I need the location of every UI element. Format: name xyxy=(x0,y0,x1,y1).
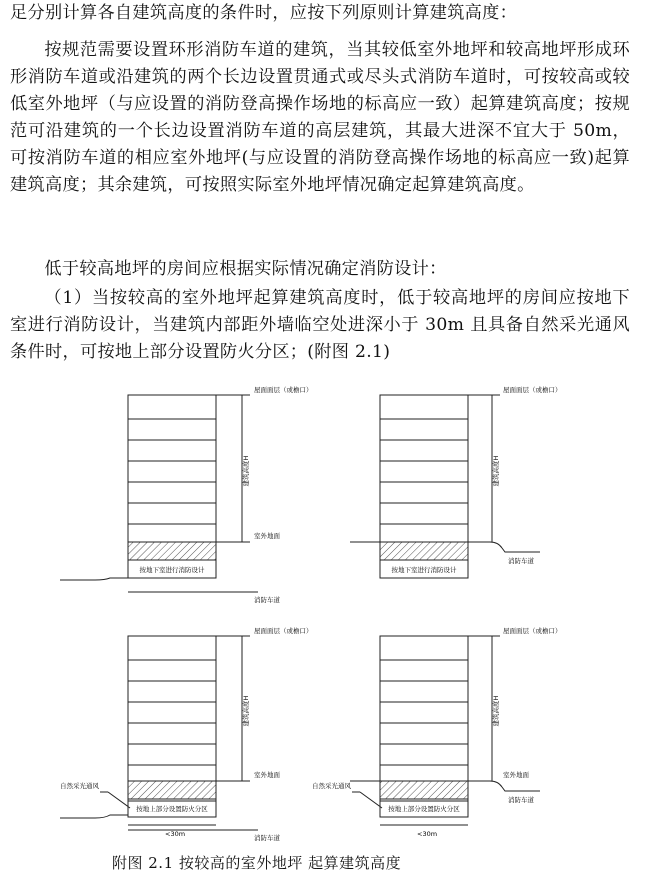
height-label: 建筑高度H xyxy=(242,695,250,727)
fire-road-label: 消防车道 xyxy=(254,596,280,604)
depth-label: <30m xyxy=(417,830,438,838)
ground-label: 室外地面 xyxy=(254,532,280,540)
natural-light-label: 自然采光通风 xyxy=(312,782,351,790)
diagram-top-right xyxy=(350,385,562,578)
fire-road-label: 消防车道 xyxy=(254,834,280,842)
roof-label: 屋面面层（或檐口） xyxy=(503,627,562,635)
height-label: 建筑高度H xyxy=(242,455,250,487)
figure-caption: 附图 2.1 按较高的室外地坪 起算建筑高度 xyxy=(112,854,402,872)
diagram-bottom-left xyxy=(60,626,313,842)
paragraph-3: （1）当按较高的室外地坪起算建筑高度时，低于较高地坪的房间应按地下室进行消防设计，当建筑内部距外墙临空处进深小于 30m 且具备自然采光通风条件时，可按地上部分设置防火分区；(附图 2.1) xyxy=(10,288,630,362)
basement-label: 按地下室进行消防设计 xyxy=(139,566,205,574)
paragraph-1: 按规范需要设置环形消防车道的建筑，当其较低室外地坪和较高地坪形成环形消防车道或沿建筑的两个长边设置贯通式或尽头式消防车道时，可按较高或较低室外地坪（与应设置的消防登高操作场地的标高应一致）起算建筑高度；按规范可沿建筑的一个长边设置消防车道的高层建筑，其最大进深不宜大于 50m，可按消防车道的相应室外地坪(与应设置的消防登高操作场地的标高应一致)起算建筑高度；其余建筑，可按照实际室外地坪情况确定起算建筑高度。 xyxy=(10,40,630,195)
text-line-0: 足分别计算各自建筑高度的条件时，应按下列原则计算建筑高度： xyxy=(10,3,518,23)
depth-label: <30m xyxy=(165,830,186,838)
natural-light-label: 自然采光通风 xyxy=(60,782,99,790)
diagram-bottom-right xyxy=(312,626,562,838)
paragraph-2: 低于较高地坪的房间应根据实际情况确定消防设计： xyxy=(44,259,447,279)
fire-road-label: 消防车道 xyxy=(508,557,534,565)
roof-label: 屋面面层（或檐口） xyxy=(254,627,313,635)
ground-label: 室外地面 xyxy=(503,771,529,779)
roof-label: 屋面面层（或檐口） xyxy=(254,386,313,394)
figure-2-1 xyxy=(0,378,649,848)
height-label: 建筑高度H xyxy=(492,455,500,487)
fire-road-label: 消防车道 xyxy=(508,796,534,804)
above-ground-label: 按地上部分设置防火分区 xyxy=(136,805,208,813)
height-label: 建筑高度H xyxy=(492,695,500,727)
roof-label: 屋面面层（或檐口） xyxy=(503,386,562,394)
above-ground-label: 按地上部分设置防火分区 xyxy=(388,805,460,813)
ground-label: 室外地面 xyxy=(254,771,280,779)
basement-label: 按地下室进行消防设计 xyxy=(391,566,457,574)
diagram-top-left xyxy=(60,385,313,604)
